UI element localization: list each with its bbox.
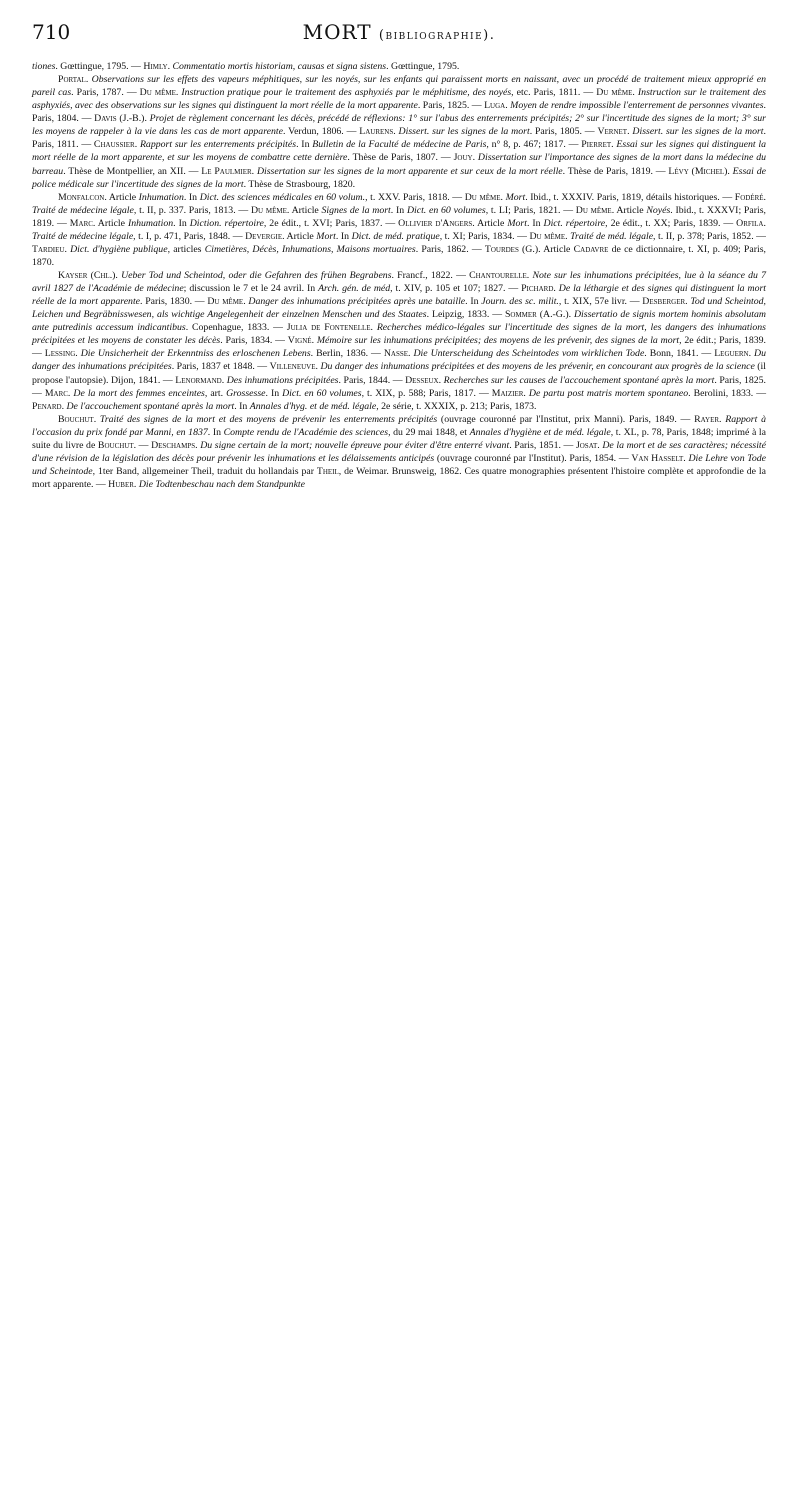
citation-text: , t. I, p. 471, Paris, 1848. — xyxy=(133,230,246,242)
citation-text: . xyxy=(144,113,150,125)
citation-text: . Paris, 1862. — xyxy=(415,243,485,255)
citation-text: . xyxy=(67,387,74,399)
citation-text: . xyxy=(565,230,571,242)
citation-text: , 2e série, t. XXXIX, p. 213; Paris, 1873. xyxy=(376,400,537,412)
author-name: Kayser (Chl.) xyxy=(58,270,116,281)
citation-text: , n° 8, p. 467; 1817. — xyxy=(486,139,582,151)
author-name: Du même xyxy=(596,87,633,99)
author-name: Fodéré xyxy=(734,191,764,203)
work-title: Die Unsicherheit der Erkenntniss des erloschenen Lebens xyxy=(80,348,311,360)
work-title: Dissertation sur les signes de la mort apparente et sur ceux de la mort réelle xyxy=(256,165,563,177)
citation-text: . xyxy=(500,191,506,203)
work-title: Die Todtenbeschau nach dem Standpunkte xyxy=(138,479,305,490)
author-name: Du même xyxy=(464,191,501,203)
work-title: Traité de médecine légale xyxy=(32,230,134,242)
author-name: Cadavre xyxy=(573,243,609,255)
citation-text: , 1ter Band, allgemeiner Theil, traduit du hollandais par xyxy=(92,465,317,477)
author-name: Chaussier xyxy=(93,139,135,151)
citation-text: . xyxy=(727,165,733,177)
author-name: Orfila xyxy=(736,217,764,229)
work-title: Dissertation sur l'importance des signes de la mort dans la médecine du barreau xyxy=(32,152,766,177)
author-name: Sommer (A.-G.) xyxy=(504,309,569,321)
author-name: Du même xyxy=(529,230,566,242)
citation-text: . xyxy=(115,270,122,281)
citation-text: . Leipzig, 1833. — xyxy=(426,309,505,321)
citation-text: . xyxy=(61,400,67,412)
page-header xyxy=(32,20,766,60)
citation-text: . xyxy=(568,309,574,321)
citation-text: . Ibid., t. XXXIV. Paris, 1819, détails historiques. — xyxy=(525,191,735,203)
work-title: Traité des signes de la mort et des moyens de prévenir les enterrements précipités xyxy=(99,413,438,425)
work-title: Observations sur les effets des vapeurs méphitiques, sur les noyés, sur les enfants qui paraissent morts en naissant, avec un procédé de traitement mieux approprié en pareil cas xyxy=(32,74,766,99)
citation-text: . xyxy=(685,296,691,308)
citation-text: . xyxy=(505,100,511,112)
author-name: Rayer xyxy=(694,413,720,425)
author-name: Villeneuve xyxy=(269,361,316,373)
citation-text: (ouvrage couronné par l'Institut). Paris, 1854. — xyxy=(434,452,632,464)
running-head xyxy=(92,20,706,44)
citation-text: , t. XIV, p. 105 et 107; 1827. — xyxy=(390,283,522,295)
work-title: Diction. répertoire xyxy=(189,217,264,229)
citation-text: , t. LI; Paris, 1821. — xyxy=(485,204,576,216)
author-name: Luga xyxy=(484,100,506,112)
citation-text: . xyxy=(311,335,317,347)
author-name: Du même xyxy=(575,204,612,216)
citation-text: . Article xyxy=(104,191,139,203)
citation-text: . In xyxy=(183,191,200,203)
citation-text: . In xyxy=(335,230,352,242)
author-name: Julia de Fontenelle xyxy=(286,322,371,334)
citation-text: . Gœttingue, 1795. — xyxy=(55,61,144,72)
work-title: Recherches médico-légales sur l'incertitude des signes de la mort, les dangers des inhumations précipitées et les moyens de constater les décès xyxy=(32,322,766,347)
citation-text: . xyxy=(167,61,173,72)
author-name: Vigné xyxy=(287,335,312,347)
work-title: Traité de méd. légale xyxy=(570,230,654,242)
work-title: Mort xyxy=(316,230,336,242)
author-name: Himly xyxy=(143,61,168,72)
author-name: Davis (J.-B.) xyxy=(94,113,145,125)
author-name: Lessing xyxy=(44,348,76,360)
bibliography-text xyxy=(32,60,766,491)
work-title: Dict. d'hygiène publique xyxy=(70,243,168,255)
page-number: 710 xyxy=(32,20,71,44)
citation-text: , de Weimar. Brunsweig, 1862. Ces quatre monographies présentent l'histoire complète et approfondie de la mort apparente. — xyxy=(32,465,766,490)
work-title: Dissertatio de signis mortem hominis absolutam ante putredinis accessum indicantibus xyxy=(32,309,766,334)
citation-text: . xyxy=(632,87,638,99)
citation-text: . Paris, 1825. — xyxy=(417,100,485,112)
citation-text: . Paris, 1830. — xyxy=(140,296,208,308)
citation-text: . Thèse de Montpellier, an XII. — xyxy=(63,165,202,177)
citation-text: , t. XIX, p. 588; Paris, 1817. — xyxy=(361,387,492,399)
author-name: Nasse xyxy=(383,348,409,360)
citation-text: . xyxy=(221,374,227,386)
citation-text: . xyxy=(438,374,444,386)
citation-text: , t. XL, p. 78, Paris, 1848; imprimé à la suite du livre de xyxy=(32,426,766,451)
work-title: De la mort des femmes enceintes xyxy=(73,387,205,399)
work-title: Grossesse xyxy=(226,387,266,399)
author-name: Deschamps xyxy=(151,439,196,451)
citation-text: . — xyxy=(133,439,152,451)
citation-text: . Paris, 1804. — xyxy=(32,100,766,125)
author-name: Le Paulmier xyxy=(201,165,252,177)
work-title: Annales d'hyg. et de méd. légale xyxy=(249,400,377,412)
running-head-subtitle: (bibliographie). xyxy=(378,28,496,43)
author-name: Portal xyxy=(58,74,86,86)
author-name: Maizier xyxy=(491,387,524,399)
author-name: Chantourelle xyxy=(469,270,527,281)
work-title: De la mort et de ses caractères; nécessité d'une révision de la législation des décès pour prévenir les inhumations et les délaissements anticipés xyxy=(32,439,766,464)
citation-text: , art. xyxy=(204,387,227,399)
citation-text: . xyxy=(370,322,377,334)
citation-text: , etc. Paris, 1811. — xyxy=(511,87,597,99)
work-title: Rapport à l'occasion du prix fondé par Manni, en 1837 xyxy=(32,413,766,438)
citation-text: , t. XXV. Paris, 1818. — xyxy=(365,191,465,203)
citation-text: , t. XI; Paris, 1834. — xyxy=(439,230,530,242)
work-title: Mort xyxy=(505,191,526,203)
author-name: Van Hasselt xyxy=(631,452,684,464)
work-title: Dict. des sciences médicales en 60 volum. xyxy=(199,191,366,203)
citation-text: . xyxy=(64,243,71,255)
work-title: Dict. en 60 volumes xyxy=(406,204,486,216)
author-name: Devergie xyxy=(245,230,283,242)
author-name: Bouchut xyxy=(58,413,94,425)
author-name: Tourdes (G.) xyxy=(484,243,539,255)
work-title: Arch. gén. de méd xyxy=(318,283,391,295)
citation-text: (il propose l'autopsie). Dijon, 1841. — xyxy=(32,361,766,386)
citation-text: . xyxy=(763,217,766,229)
work-title: De partu post matris mortem spontaneo xyxy=(528,387,689,399)
citation-text: . Berlin, 1836. — xyxy=(310,348,384,360)
citation-text: . Francf., 1822. — xyxy=(391,270,470,281)
citation-text: , 2e édit., t. XVI; Paris, 1837. — xyxy=(263,217,399,229)
citation-text: . Paris, 1787. — xyxy=(71,87,140,99)
author-name: Du même xyxy=(139,87,176,99)
work-title: Des inhumations précipitées xyxy=(226,374,339,386)
author-name: Lévy (Michel) xyxy=(668,165,728,177)
author-name: Vernet xyxy=(597,126,628,138)
work-title: Essai de police médicale sur l'incertitude des signes de la mort xyxy=(32,165,766,190)
citation-text: . In xyxy=(234,400,250,412)
work-title: Du signe certain de la mort; nouvelle épreuve pour éviter d'être enterré vivant xyxy=(200,439,510,451)
work-title: Dict. répertoire xyxy=(543,217,606,229)
author-name: Desberger xyxy=(642,296,686,308)
work-title: Commentatio mortis historiam, causas et signa sistens xyxy=(172,61,387,72)
citation-text: . In xyxy=(390,204,407,216)
author-name: Marc xyxy=(44,387,68,399)
citation-text: (ouvrage couronné par l'Institut, prix Manni). Paris, 1849. — xyxy=(437,413,695,425)
citation-text: . xyxy=(85,74,92,86)
citation-text: . xyxy=(553,283,559,295)
citation-text: , t. XIX, 57e livr. — xyxy=(558,296,643,308)
author-name: Marc xyxy=(69,217,93,229)
author-name: Pichard xyxy=(521,283,554,295)
citation-text: . Thèse de Paris, 1819. — xyxy=(562,165,669,177)
citation-text: . Article xyxy=(538,243,574,255)
work-title: Du danger des inhumations précipitées et des moyens de les prévenir, en concourant aux progrès de la science xyxy=(320,361,755,373)
work-title: Dict. en 60 volumes xyxy=(282,387,362,399)
work-title: Compte rendu de l'Académie des sciences xyxy=(223,426,389,438)
author-name: Huber xyxy=(108,479,134,490)
citation-text: . xyxy=(523,387,529,399)
citation-text: . Article xyxy=(611,204,647,216)
work-title: Instruction sur le traitement des asphyxiés, avec des observations sur les signes qui distinguent la mort réelle de la mort apparente xyxy=(32,87,766,112)
work-title: Noyés xyxy=(646,204,671,216)
work-title: Traité de médecine légale xyxy=(32,204,134,216)
citation-text: . xyxy=(75,348,81,360)
author-name: Tardieu xyxy=(32,243,65,255)
citation-text: . Berolini, 1833. — xyxy=(688,387,767,399)
citation-text: . xyxy=(472,152,478,164)
work-title: Mort xyxy=(507,217,527,229)
author-name: Josat xyxy=(575,439,598,451)
author-name: Bouchut xyxy=(97,439,134,451)
author-name: Jouy xyxy=(453,152,473,164)
author-name: Laurens xyxy=(359,126,394,138)
citation-text: . Verdun, 1806. — xyxy=(282,126,360,138)
citation-text: . Article xyxy=(472,217,508,229)
citation-text: . Bonn, 1841. — xyxy=(644,348,715,360)
citation-text: . Paris, 1805. — xyxy=(529,126,598,138)
citation-text: . xyxy=(175,87,182,99)
citation-text: . xyxy=(683,452,689,464)
citation-text: , articles xyxy=(167,243,205,255)
author-name: Theil xyxy=(316,465,339,477)
citation-text: . Paris, 1825. — xyxy=(32,374,766,399)
author-name: Lenormand xyxy=(175,374,222,386)
work-title: Note sur les inhumations précipitées, lue à la séance du 7 avril 1827 de l'Académie de médecine xyxy=(32,270,767,295)
bibliography-paragraph xyxy=(32,413,766,491)
author-name: Ollivier d'Angers xyxy=(398,217,473,229)
citation-text: ; discussion le 7 et le 24 avril. In xyxy=(183,283,319,295)
citation-text: . Thèse de Paris, 1807. — xyxy=(347,152,454,164)
work-title: Instruction pratique pour le traitement des asphyxiés par le méphitisme, des noyés xyxy=(181,87,512,99)
citation-text: , 2e édit.; Paris, 1839. — xyxy=(32,335,766,360)
citation-text: . Article xyxy=(286,204,322,216)
bibliography-paragraph xyxy=(32,191,766,269)
citation-text: , t. II, p. 337. Paris, 1813. — xyxy=(133,204,251,216)
work-title: De la léthargie et des signes qui distinguent la mort réelle de la mort apparente xyxy=(32,283,767,308)
citation-text: . Paris, 1811. — xyxy=(32,126,766,151)
citation-text: . In xyxy=(465,296,482,308)
citation-text: . Ibid., t. XXXVI; Paris, 1819. — xyxy=(32,204,766,229)
work-title: Journ. des sc. milit. xyxy=(481,296,559,308)
running-head-title: MORT xyxy=(302,20,372,44)
citation-text: . In xyxy=(526,217,544,229)
citation-text: . xyxy=(611,139,617,151)
work-title: Inhumation xyxy=(138,191,184,203)
citation-text: . Copenhague, 1833. — xyxy=(185,322,287,334)
citation-text: . In xyxy=(296,139,313,151)
citation-text: , 2e édit., t. XX; Paris, 1839. — xyxy=(605,217,737,229)
work-title: Ueber Tod und Scheintod, oder die Gefahren des frühen Begrabens xyxy=(121,270,392,281)
citation-text: . xyxy=(251,165,257,177)
citation-text: de ce dictionnaire, t. XI, p. 409; Paris, 1870. xyxy=(32,243,766,268)
work-title: Essai sur les signes qui distinguent la mort réelle de la mort apparente, et sur les moyens de combattre cette dernière xyxy=(32,139,766,164)
citation-text: . Gœttingue, 1795. xyxy=(386,61,460,72)
citation-text: . Paris, 1837 et 1848. — xyxy=(171,361,270,373)
work-title: Rapport sur les enterrements précipités xyxy=(139,139,297,151)
citation-text: . xyxy=(763,191,766,203)
citation-text: . xyxy=(243,296,249,308)
citation-text: , t. II, p. 378; Paris, 1852. — xyxy=(653,230,766,242)
citation-text: . xyxy=(315,361,321,373)
work-title: Dissert. sur les signes de la mort xyxy=(398,126,530,138)
work-title: Mémoire sur les inhumations précipitées; des moyens de les prévenir, des signes de la mort xyxy=(316,335,680,347)
citation-text: . xyxy=(748,348,755,360)
citation-text: . xyxy=(627,126,633,138)
citation-text: . xyxy=(526,270,533,281)
work-title: Recherches sur les causes de l'accouchement spontané après la mort xyxy=(443,374,715,386)
citation-text: . In xyxy=(265,387,283,399)
citation-text: . Paris, 1844. — xyxy=(338,374,406,386)
work-title: Du danger des inhumations précipitées xyxy=(32,348,766,373)
work-title: Die Lehre von Tode und Scheintode xyxy=(32,452,766,477)
citation-text: . xyxy=(134,139,140,151)
citation-text: . Article xyxy=(92,217,128,229)
author-name: Desseux xyxy=(405,374,439,386)
citation-text: . Article xyxy=(282,230,317,242)
bibliography-paragraph xyxy=(32,269,766,413)
work-title: Danger des inhumations précipitées après une bataille xyxy=(248,296,466,308)
work-title: De l'accouchement spontané après la mort xyxy=(66,400,235,412)
author-name: Pierret xyxy=(581,139,612,151)
citation-text: . xyxy=(195,439,201,451)
work-title: tiones xyxy=(32,61,56,72)
author-name: Monfalcon xyxy=(58,191,105,203)
author-name: Du même xyxy=(250,204,287,216)
author-name: Leguern xyxy=(714,348,749,360)
citation-text: , du 29 mai 1848, et xyxy=(388,426,470,438)
citation-text: . Paris, 1834. — xyxy=(220,335,288,347)
work-title: Dict. de méd. pratique xyxy=(351,230,440,242)
citation-text: . Paris, 1851. — xyxy=(509,439,576,451)
work-title: Bulletin de la Faculté de médecine de Paris xyxy=(312,139,487,151)
bibliography-paragraph xyxy=(32,73,766,191)
citation-text: . Thèse de Strasbourg, 1820. xyxy=(243,178,356,190)
work-title: Cimetières, Décès, Inhumations, Maisons mortuaires xyxy=(204,243,416,255)
citation-text: . xyxy=(408,348,414,360)
work-title: Die Unterscheidung des Scheintodes vom wirklichen Tode xyxy=(413,348,645,360)
citation-text: . xyxy=(93,413,100,425)
work-title: Annales d'hygiène et de méd. légale xyxy=(469,426,611,438)
citation-text: . xyxy=(597,439,603,451)
citation-text: . In xyxy=(173,217,190,229)
author-name: Du même xyxy=(207,296,244,308)
citation-text: . In xyxy=(207,426,224,438)
work-title: Moyen de rendre impossible l'enterrement de personnes vivantes xyxy=(510,100,764,112)
citation-text: . xyxy=(719,413,726,425)
work-title: Tod und Scheintod, Leichen und Begräbnisswesen, als wichtige Angelegenheit der einzelnen Menschen und des Staates xyxy=(32,296,766,321)
work-title: Signes de la mort xyxy=(321,204,391,216)
author-name: Penard xyxy=(32,400,62,412)
citation-text: . xyxy=(133,479,139,490)
citation-text: . xyxy=(393,126,399,138)
work-title: Dissert. sur les signes de la mort xyxy=(632,126,764,138)
work-title: Projet de règlement concernant les décès, précédé de réflexions: 1° sur l'abus des enterrements précipités; 2° sur l'incertitude des signes de la mort; 3° sur les moyens de rappeler à la vie dans les cas de mort apparente xyxy=(32,113,766,138)
bibliography-paragraph xyxy=(32,60,766,73)
work-title: Inhumation xyxy=(127,217,174,229)
